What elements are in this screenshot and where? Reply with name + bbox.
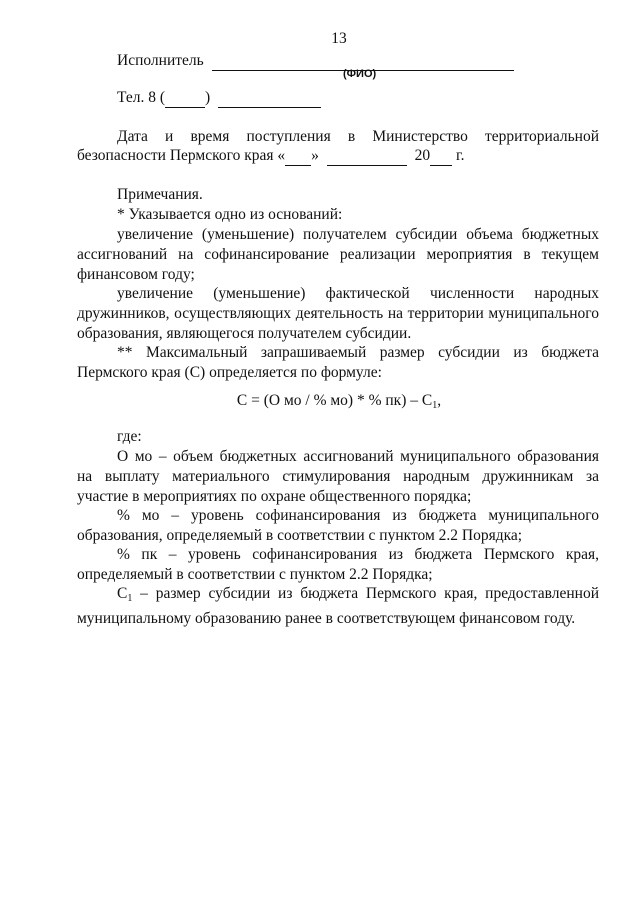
where-label: где: (117, 428, 142, 445)
phone-code-field[interactable] (165, 89, 205, 108)
definition-c1-subscript: 1 (127, 593, 133, 604)
definition-o-mo: О мо – объем бюджетных ассигнований муниципального образования на выплату материального стимулирования народным дружинникам за участие в мероприятиях по охране общественного порядка; (77, 448, 599, 505)
definition-c1-text: – размер субсидии из бюджета Пермского края, предоставленной муниципальному образованию ранее в соответствующем финансовом году. (77, 585, 599, 627)
formula (0, 392, 640, 411)
executor-row (117, 52, 514, 71)
definition-percent-pk: % пк – уровень софинансирования из бюджета Пермского края, определяемый в соответствии с пунктом 2.2 Порядка; (77, 546, 599, 583)
notes-reason2: увеличение (уменьшение) фактической численности народных дружинников, осуществляющих деятельность на территории муниципального образования, являющегося получателем субсидии. (77, 285, 599, 342)
notes-heading: Примечания. (117, 186, 203, 203)
receipt-line-1: Дата и время поступления в Министерство территориальной (117, 128, 599, 145)
executor-label: Исполнитель (117, 52, 204, 69)
definition-c1 (77, 584, 599, 629)
receipt-line-2 (77, 147, 464, 166)
fio-caption: (ФИО) (343, 68, 377, 80)
receipt-day-field[interactable] (285, 147, 311, 166)
notes-star1: * Указывается одно из оснований: (117, 206, 343, 223)
phone-number-field[interactable] (218, 89, 321, 108)
definition-percent-mo: % мо – уровень софинансирования из бюджета муниципального образования, определяемый в соответствии с пунктом 2.2 Порядка; (77, 507, 599, 544)
formula-subscript: 1 (432, 400, 438, 411)
phone-label: Тел. 8 ( (117, 89, 166, 106)
formula-main: С = (О мо / % мо) * % пк) – С (236, 392, 433, 409)
formula-end: , (437, 392, 442, 409)
notes-reason1: увеличение (уменьшение) получателем субсидии объема бюджетных ассигнований на софинансирование реализации мероприятия в текущем финансовом году; (77, 226, 599, 283)
receipt-year-field[interactable] (430, 147, 452, 166)
receipt-mid: » (311, 147, 319, 164)
receipt-prefix: безопасности Пермского края « (77, 147, 286, 164)
notes-star2: ** Максимальный запрашиваемый размер субсидии из бюджета Пермского края (С) определяется по формуле: (77, 344, 599, 381)
phone-close-paren: ) (205, 89, 211, 106)
definition-c1-symbol: С (117, 585, 128, 602)
receipt-month-field[interactable] (327, 147, 407, 166)
page-number: 13 (331, 30, 347, 47)
receipt-suffix: г. (456, 147, 465, 164)
receipt-year: 20 (414, 147, 431, 164)
phone-row (117, 89, 321, 108)
